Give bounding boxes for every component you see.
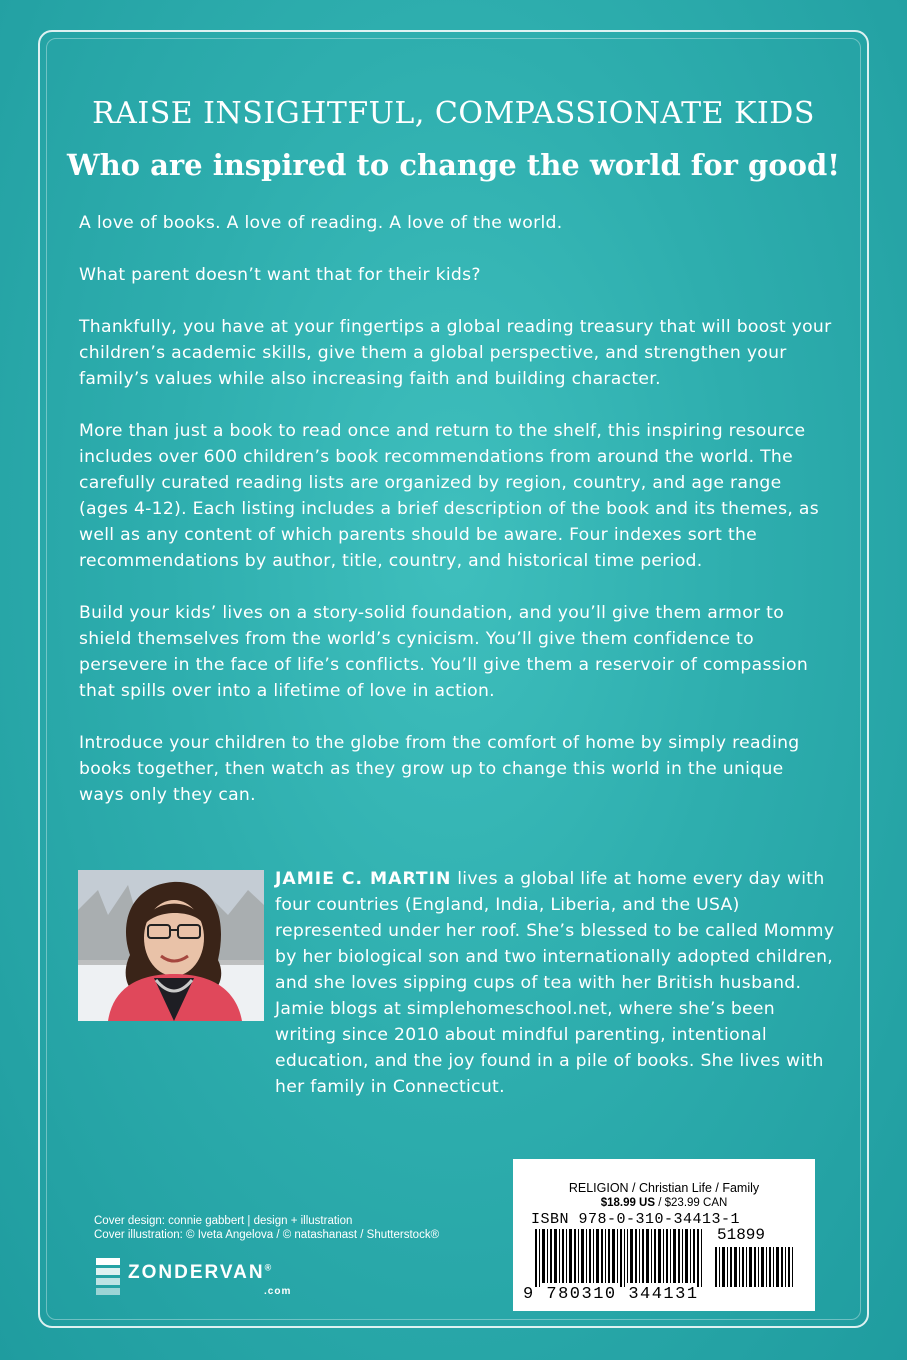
registered-mark: ® (264, 1262, 274, 1273)
publisher-name (128, 1262, 273, 1284)
price-can: / $23.99 CAN (658, 1197, 728, 1209)
barcode-number: 9 780310 344131 (523, 1285, 699, 1304)
headline: RAISE INSIGHTFUL, COMPASSIONATE KIDS (92, 96, 815, 131)
author-bio-text: lives a global life at home every day with four countries (England, India, Liberia, and the USA) represented under her roof. She’s blessed to be called Mommy by her biological son and two internationally adopted children, and she loves sipping cups of tea with her British husband. Jamie blogs at simplehomeschool.net, where she’s been writing since 2010 about mindful parenting, intentional education, and the joy found in a pile of books. She lives with her family in Connecticut. (275, 869, 835, 1097)
description-body (79, 210, 834, 834)
book-price (513, 1197, 815, 1209)
cover-design-credit: Cover design: connie gabbert | design + illustration (94, 1215, 353, 1227)
author-portrait-illustration (78, 870, 264, 1021)
zondervan-mark-icon (94, 1256, 124, 1296)
author-name: JAMIE C. MARTIN (275, 869, 452, 889)
cover-credits (94, 1214, 494, 1242)
author-bio (275, 866, 835, 1100)
publisher-logo (94, 1256, 334, 1304)
isbn-text: ISBN 978-0-310-34413-1 (531, 1211, 741, 1228)
cover-illustration-credit: Cover illustration: © Iveta Angelova / © natashanast / Shutterstock® (94, 1229, 440, 1241)
barcode-addon-number: 51899 (717, 1226, 766, 1244)
paragraph: Build your kids’ lives on a story-solid foundation, and you’ll give them armor to shield themselves from the world’s cynicism. You’ll give them confidence to persevere in the face of life’s conflicts. You’ll give them a reservoir of compassion that spills over into a lifetime of love in action. (79, 603, 809, 701)
paragraph: What parent doesn’t want that for their kids? (79, 265, 481, 285)
publisher-name-text: ZONDERVAN (128, 1262, 265, 1283)
book-category: RELIGION / Christian Life / Family (568, 1181, 760, 1195)
barcode-panel (513, 1159, 815, 1311)
author-photo (78, 870, 264, 1021)
subheadline: Who are inspired to change the world for good! (67, 148, 840, 182)
paragraph: Thankfully, you have at your fingertips a global reading treasury that will boost your children’s academic skills, give them a global perspective, and strengthen your family’s values while also increasing faith and building character. (79, 317, 832, 389)
paragraph: More than just a book to read once and return to the shelf, this inspiring resource includes over 600 children’s book recommendations from around the world. The carefully curated reading lists are organized by region, country, and age range (ages 4-12). Each listing includes a brief description of the book and its themes, as well as any content of which parents should be aware. Four indexes sort the recommendations by author, title, country, and historical time period. (79, 421, 819, 571)
paragraph: A love of books. A love of reading. A love of the world. (79, 213, 563, 233)
paragraph: Introduce your children to the globe from the comfort of home by simply reading books together, then watch as they grow up to change this world in the unique ways only they can. (79, 733, 800, 805)
price-us: $18.99 US (600, 1197, 656, 1209)
publisher-domain: .com (264, 1286, 292, 1297)
